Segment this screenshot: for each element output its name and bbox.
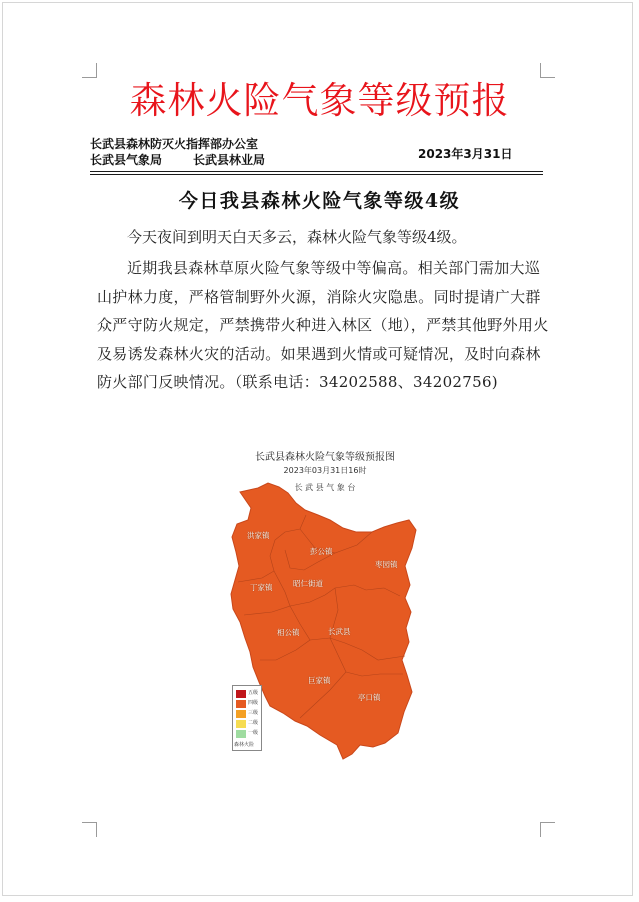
legend-label: 一级 — [248, 730, 259, 736]
legend-swatch — [236, 710, 246, 718]
legend-label: 三级 — [248, 710, 259, 716]
legend-label: 二级 — [248, 720, 259, 726]
issue-date: 2023年3月31日 — [418, 147, 513, 161]
legend-swatch — [236, 730, 246, 738]
issuer-weather-bureau: 长武县气象局 — [90, 153, 163, 167]
town-label: 枣园镇 — [375, 560, 398, 569]
legend-label: 五级 — [248, 690, 259, 696]
legend-swatch — [236, 700, 246, 708]
town-label: 长武县 — [328, 627, 351, 636]
town-label: 相公镇 — [277, 628, 300, 637]
issuer-office: 长武县森林防灭火指挥部办公室 — [90, 137, 259, 151]
issuer-forestry-bureau: 长武县林业局 — [193, 153, 266, 167]
town-label: 丁家镇 — [250, 583, 273, 592]
map-time: 2023年03月31日16时 — [283, 466, 367, 475]
document-title: 森林火险气象等级预报 — [129, 79, 510, 122]
map-source: 长 武 县 气 象 台 — [294, 483, 356, 492]
map-legend — [232, 685, 262, 751]
town-label: 巨家镇 — [308, 676, 331, 685]
legend-swatch — [236, 690, 246, 698]
legend-swatch — [236, 720, 246, 728]
legend-item — [236, 729, 262, 738]
legend-item — [236, 709, 262, 718]
legend-label: 四级 — [248, 700, 259, 706]
legend-item — [236, 699, 262, 708]
headline: 今日我县森林火险气象等级4级 — [178, 190, 461, 212]
legend-item — [236, 719, 262, 728]
paragraph-advice: 近期我县森林草原火险气象等级中等偏高。相关部门需加大巡山护林力度，严格管制野外火源，消除火灾隐患。同时提请广大群众严守防火规定，严禁携带火种进入林区（地），严禁其他野外用火及易诱发森林火灾的活动。如果遇到火情或可疑情况，及时向森林防火部门反映情况。（联系电话：34202588、34202756) — [97, 259, 549, 391]
town-label: 彭公镇 — [310, 547, 333, 556]
legend-title: 森林火险 — [234, 742, 255, 748]
legend-item — [236, 689, 262, 698]
town-label: 昭仁街道 — [293, 579, 323, 588]
map-title: 长武县森林火险气象等级预报图 — [255, 452, 395, 463]
town-label: 亭口镇 — [358, 693, 381, 702]
town-label: 洪家镇 — [247, 531, 270, 540]
paragraph-forecast: 今天夜间到明天白天多云，森林火险气象等级4级。 — [127, 228, 467, 246]
